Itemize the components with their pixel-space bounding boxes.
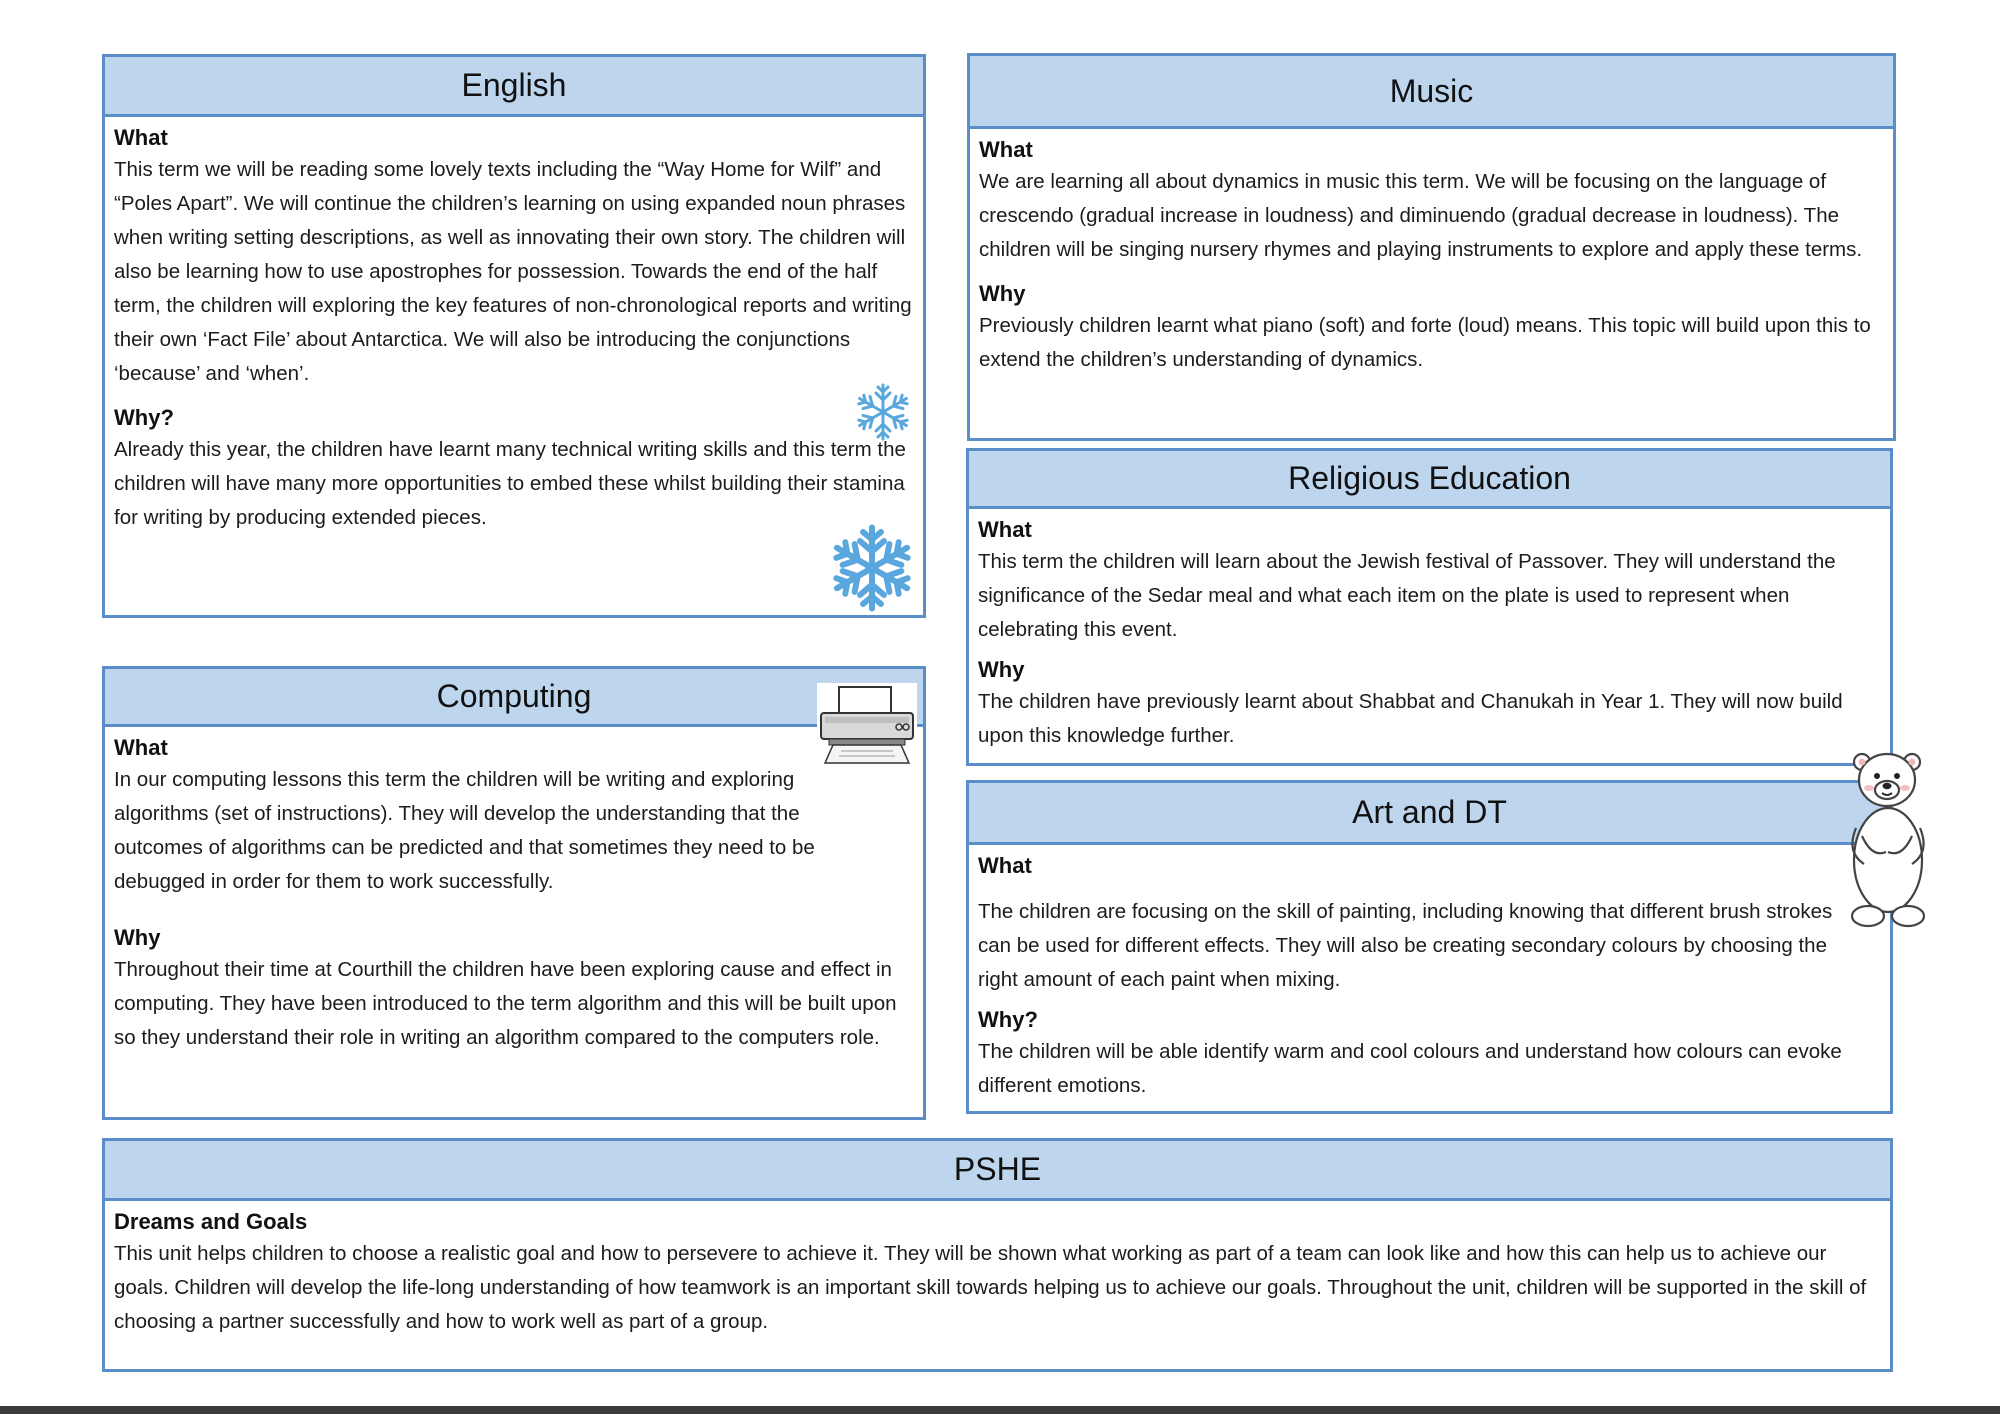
english-panel [102, 54, 926, 618]
art-what-text: The children are focusing on the skill of painting, including knowing that different brush strokes can be used for different effects. They will also be creating secondary colours by choosing the right amount of each paint when mixing. [978, 900, 1833, 991]
re-panel [966, 448, 1893, 766]
art-body [969, 845, 1890, 1103]
art-why-label: Why? [978, 1007, 1038, 1032]
computing-panel [102, 666, 926, 1120]
english-why-label: Why? [114, 405, 174, 430]
music-why-label: Why [979, 281, 1026, 306]
spacer [978, 881, 1881, 895]
pshe-panel [102, 1138, 1893, 1372]
computing-body [105, 727, 923, 1055]
english-body [105, 117, 923, 535]
spacer [979, 267, 1884, 279]
spacer [978, 997, 1881, 1005]
computing-why-text: Throughout their time at Courthill the children have been exploring cause and effect in computing. They have been introduced to the term algorithm and this will be built upon so they understand their role in writing an algorithm compared to the computers role. [114, 958, 897, 1049]
english-title: English [105, 57, 923, 117]
english-what-label: What [114, 125, 168, 150]
polar-bear-illustration [1842, 740, 1932, 932]
art-panel [966, 780, 1893, 1114]
english-what-text: This term we will be reading some lovely texts including the “Way Home for Wilf” and “Poles Apart”. We will continue the children’s learning on using expanded noun phrases when writing setting descriptions, as well as innovating their own story. The children will also be learning how to use apostrophes for possession. Towards the end of the half term, the children will exploring the key features of non-chronological reports and writing their own ‘Fact File’ about Antarctica. We will also be introducing the conjunctions ‘because’ and ‘when’. [114, 158, 912, 385]
music-what-text: We are learning all about dynamics in music this term. We will be focusing on the language of crescendo (gradual increase in loudness) and diminuendo (gradual decrease in loudness). The children will be singing nursery rhymes and playing instruments to explore and apply these terms. [979, 170, 1863, 261]
pshe-subtitle: Dreams and Goals [114, 1209, 308, 1234]
art-what-label: What [978, 853, 1032, 878]
re-why-label: Why [978, 657, 1025, 682]
music-body [970, 129, 1893, 377]
art-why-text: The children will be able identify warm and cool colours and understand how colours can evoke different emotions. [978, 1040, 1842, 1097]
music-title: Music [970, 56, 1893, 129]
pshe-title: PSHE [105, 1141, 1890, 1201]
computing-what-text: In our computing lessons this term the children will be writing and exploring algorithms (set of instructions). They will develop the understanding that the outcomes of algorithms can be predicted and that sometimes they need to be debugged in order for them to work successfully. [114, 768, 815, 893]
music-panel [967, 53, 1896, 441]
re-what-label: What [978, 517, 1032, 542]
re-why-text: The children have previously learnt about Shabbat and Chanukah in Year 1. They will now build upon this knowledge further. [978, 690, 1843, 747]
spacer [114, 391, 733, 403]
re-title: Religious Education [969, 451, 1890, 509]
music-why-text: Previously children learnt what piano (soft) and forte (loud) means. This topic will build upon this to extend the children’s understanding of dynamics. [979, 314, 1871, 371]
pshe-body [105, 1201, 1890, 1339]
english-why-text: Already this year, the children have learnt many technical writing skills and this term the children will have many more opportunities to embed these whilst building their stamina for writing by producing extended pieces. [114, 438, 906, 529]
computing-what-label: What [114, 735, 168, 760]
computing-why-label: Why [114, 925, 161, 950]
spacer [978, 647, 1881, 655]
snowflake-icon [853, 382, 913, 442]
music-what-label: What [979, 137, 1033, 162]
page-bottom-edge [0, 1406, 2000, 1414]
re-body [969, 509, 1890, 753]
computing-title: Computing [105, 669, 923, 727]
pshe-text: This unit helps children to choose a realistic goal and how to persevere to achieve it. They will be shown what working as part of a team can look like and how this can help us to achieve our goals. Children will develop the life-long understanding of how teamwork is an important skill towards helping us to achieve our goals. Throughout the unit, children will be supported in the skill of choosing a partner successfully and how to work well as part of a group. [114, 1242, 1867, 1333]
snowflake-icon [827, 523, 917, 613]
art-title: Art and DT [969, 783, 1890, 845]
spacer [114, 899, 914, 923]
printer-icon [817, 683, 917, 765]
re-what-text: This term the children will learn about the Jewish festival of Passover. They will understand the significance of the Sedar meal and what each item on the plate is used to represent when celebrating this event. [978, 550, 1836, 641]
